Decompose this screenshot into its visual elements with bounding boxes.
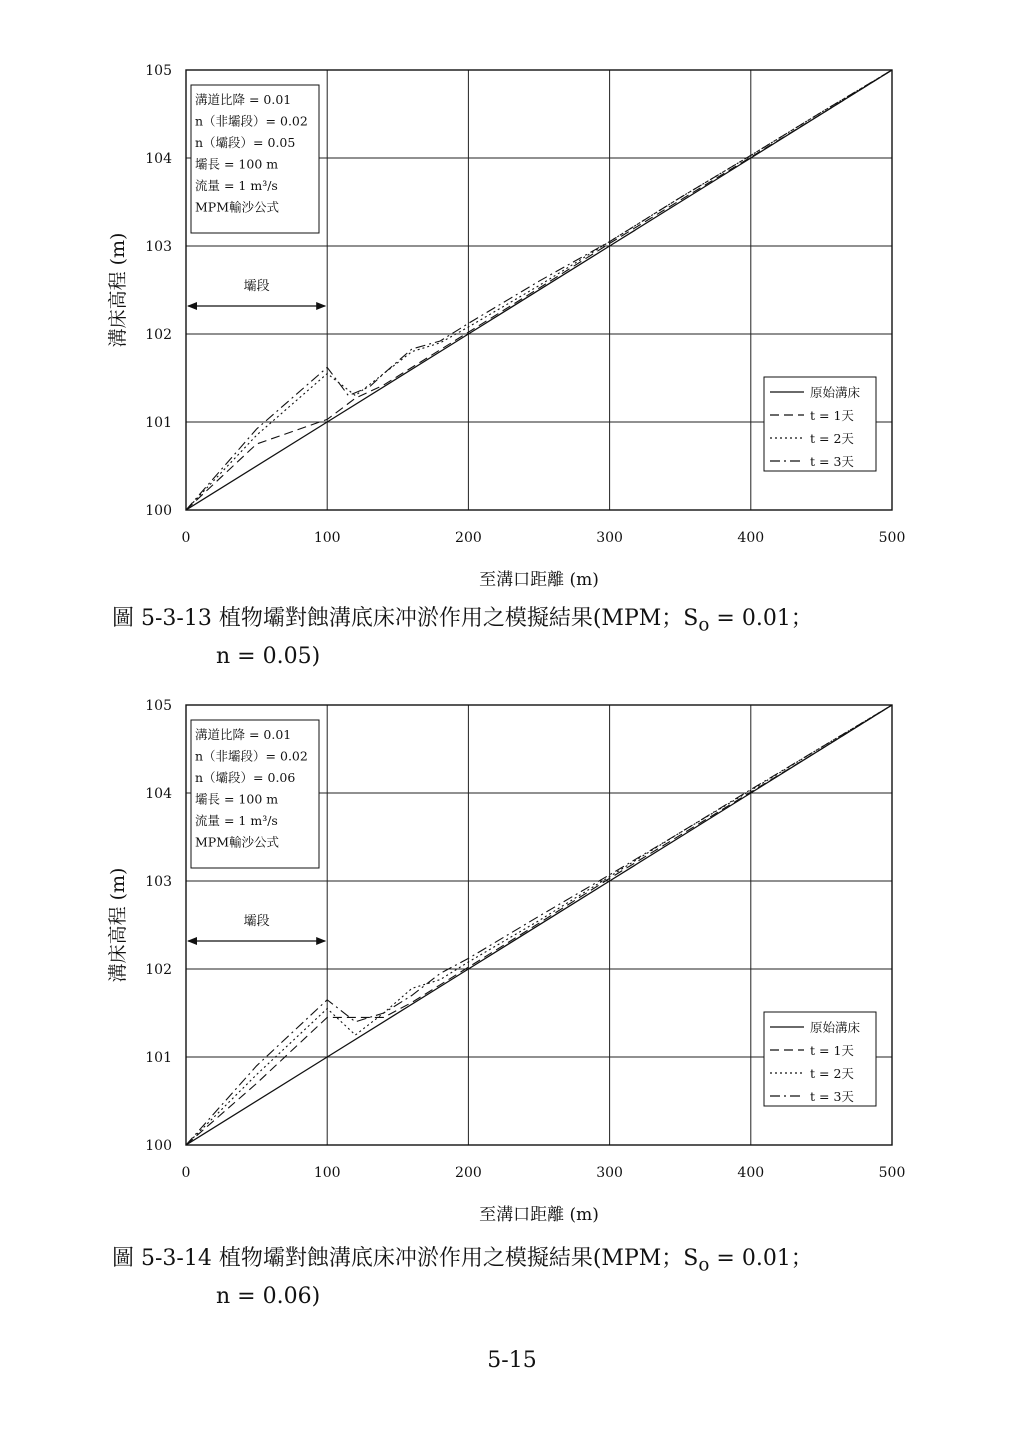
x-tick-label: 0 xyxy=(181,530,191,546)
zone-arrow-right-head xyxy=(316,302,326,310)
y-tick-label: 104 xyxy=(145,151,172,167)
caption-line-2: n = 0.05) xyxy=(216,644,321,670)
parameter-line: 溝道比降 = 0.01 xyxy=(195,727,292,742)
x-axis-title: 至溝口距離 (m) xyxy=(479,1205,599,1225)
parameter-line: n（非壩段）= 0.02 xyxy=(195,748,308,764)
x-tick-label: 300 xyxy=(596,530,623,546)
caption-line-1: 圖 5-3-13 植物壩對蝕溝底床冲淤作用之模擬結果(MPM；$S_o = 0.01$； xyxy=(112,606,813,636)
y-tick-label: 100 xyxy=(145,1138,172,1154)
zone-arrow-left-head xyxy=(187,302,197,310)
legend-label: t = 3天 xyxy=(810,454,854,469)
parameter-line: 壩長 = 100 m xyxy=(195,791,279,807)
legend-label: t = 2天 xyxy=(810,1066,854,1081)
x-tick-label: 100 xyxy=(313,1165,341,1181)
parameter-line: n（非壩段）= 0.02 xyxy=(195,113,308,129)
legend-label: 原始溝床 xyxy=(810,1020,861,1035)
legend-label: t = 3天 xyxy=(810,1089,854,1104)
y-tick-label: 102 xyxy=(145,327,172,343)
y-tick-label: 103 xyxy=(145,239,172,255)
y-tick-label: 105 xyxy=(145,63,172,79)
zone-label: 壩段 xyxy=(243,914,270,929)
y-tick-label: 104 xyxy=(145,786,172,802)
y-tick-label: 102 xyxy=(145,962,172,978)
x-tick-label: 300 xyxy=(596,1165,623,1181)
x-tick-label: 100 xyxy=(313,530,341,546)
page-number: 5-15 xyxy=(487,1348,537,1373)
parameter-line: 流量 = 1 m³/s xyxy=(195,813,278,828)
x-tick-label: 500 xyxy=(878,1165,906,1181)
y-tick-label: 103 xyxy=(145,874,172,890)
zone-arrow-left-head xyxy=(187,937,197,945)
figure-caption-2 xyxy=(112,1243,912,1313)
caption-line-2: n = 0.06) xyxy=(216,1284,321,1310)
x-tick-label: 400 xyxy=(737,1165,765,1181)
legend-label: t = 1天 xyxy=(810,1043,854,1058)
elevation-chart-1 xyxy=(0,0,1024,600)
x-tick-label: 500 xyxy=(878,530,906,546)
legend-label: 原始溝床 xyxy=(810,385,861,400)
y-tick-label: 101 xyxy=(145,1050,172,1066)
x-axis-title: 至溝口距離 (m) xyxy=(479,570,599,590)
parameter-line: n（壩段）= 0.06 xyxy=(195,770,296,785)
parameter-line: MPM輸沙公式 xyxy=(195,199,280,215)
y-tick-label: 100 xyxy=(145,503,172,519)
y-axis-title: 溝床高程 (m) xyxy=(107,232,129,348)
parameter-line: 流量 = 1 m³/s xyxy=(195,178,278,193)
caption-line-1: 圖 5-3-14 植物壩對蝕溝底床冲淤作用之模擬結果(MPM；$S_o = 0.01$； xyxy=(112,1246,813,1276)
parameter-line: 壩長 = 100 m xyxy=(195,156,279,172)
parameter-line: n（壩段）= 0.05 xyxy=(195,135,296,150)
legend-label: t = 2天 xyxy=(810,431,854,446)
legend-label: t = 1天 xyxy=(810,408,854,423)
y-tick-label: 101 xyxy=(145,415,172,431)
zone-label: 壩段 xyxy=(243,279,270,294)
parameter-line: 溝道比降 = 0.01 xyxy=(195,92,292,107)
elevation-chart-2 xyxy=(0,635,1024,1235)
y-tick-label: 105 xyxy=(145,698,172,714)
zone-arrow-right-head xyxy=(316,937,326,945)
x-tick-label: 200 xyxy=(455,1165,482,1181)
x-tick-label: 200 xyxy=(455,530,482,546)
x-tick-label: 400 xyxy=(737,530,765,546)
parameter-line: MPM輸沙公式 xyxy=(195,834,280,850)
x-tick-label: 0 xyxy=(181,1165,191,1181)
y-axis-title: 溝床高程 (m) xyxy=(107,867,129,983)
